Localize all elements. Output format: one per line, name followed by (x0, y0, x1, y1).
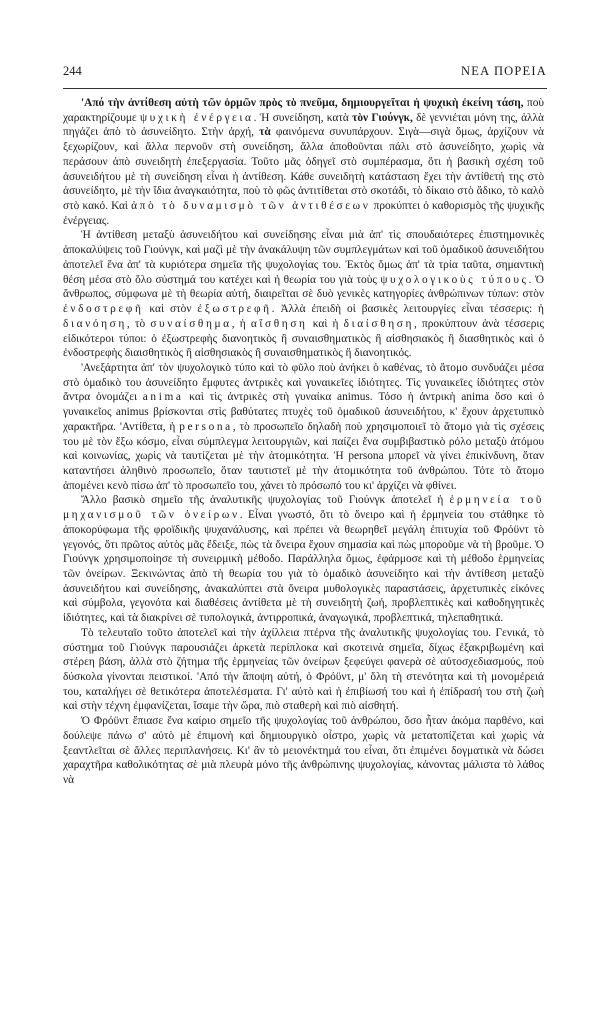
text-run: καὶ ἡ (307, 317, 344, 330)
spaced-emphasis-text: ψυχικὴ ἐνέργεια (139, 111, 254, 124)
spaced-emphasis-text: ψυχολογικοὺς τύπους (380, 273, 529, 286)
text-run: φαινόμενα συνυπάρχουν. Σιγὰ—σιγὰ ὅμως, ἀρχίζουν νὰ ξεχωρίζουν, καὶ ἄλλα περνοῦν στὴ συνείδηση, ἄλλα ἀποθοῦνται πάλι στὸ ἀσυνείδητο, χωρὶς νὰ περάσουν ἀπὸ συνειδητὴ ἐπεξεργασία. Τοῦτο μᾶς ὁδηγεῖ στὸ συμπέρασμα, ὅτι ἡ βασικὴ σχέση τοῦ ἀσυνειδήτου μὲ τὴ συνείδηση εἶναι ἡ ἀντίθεση. Κάθε συνειδητὴ κατάσταση ἔχει τὴν ἀντίθετή της στὸ ἀσυνείδητο, μὲ τὴν ἴδια ἀναγκαιότητα, ποὺ τὸ φῶς ἀντιτίθεται στὸ σκοτάδι, τὸ δίκαιο στὸ ἄδικο, τὸ καλὸ στὸ κακό. Καὶ (63, 126, 544, 213)
article-body (63, 96, 544, 788)
spaced-emphasis-text: αἴσθηση (250, 317, 308, 330)
text-run: . Εἶναι γνωστό, ὅτι τὸ ὄνειρο καὶ ἡ ἑρμηνεία του στάθηκε τὸ ἀποκορύφωμα τῆς φροϊδικῆς ψυχανάλυσης, καὶ πρέπει νὰ θεωρηθεῖ μεγάλη ἐπιτυχία τοῦ Φρόϋντ τὸ γεγονός, ὅτι πρῶτος αὐτὸς μᾶς ἔδειξε, πὼς τὰ ὄνειρα ἔχουν σημασία καὶ πὼς μποροῦμε νὰ τὴ βροῦμε. Ὁ Γιούνγκ χρησιμοποίησε τὴ συνειρμικὴ μέθοδο. Παράλληλα ὅμως, ἐφάρμοσε καὶ τὴ μέθοδο ἑρμηνείας τῶν ὀνείρων. Ξεκινώντας ἀπὸ τὴ θεωρία του γιὰ τὸ ὁμαδικὸ ἀσυνείδητο καὶ τὴν ἀντίθεση μεταξὺ ἀσυνειδήτου καὶ συνείδησης, ἀνακαλύπτει στὰ ὄνειρα μυθολογικὲς παραστάσεις, ἀρχετυπικὲς εἰκόνες καὶ σύμβολα, γεγονότα καὶ διαθέσεις ἀντίθετα μὲ τὴ συνειδητὴ ζωή, προβλεπτικὲς καὶ καθοδηγητικὲς ἰδιότητες, καὶ τὰ διακρίνει σὲ τυπολογικά, ἀντιρροπικά, ἀναγωγικά, προβλεπτικά, τηλεπαθητικά. (63, 509, 544, 625)
spaced-emphasis-text: persona (179, 420, 233, 433)
text-run: , τὸ προσωπεῖο δηλαδὴ ποὺ χρησιμοποιεῖ τὸ ἄτομο γιὰ τὶς σχέσεις του μὲ τὸν ἔξω κόσμο, εἶναι σύμπλεγμα λειτουργιῶν, καὶ παίζει ἕνα συμβιβαστικὸ ρόλο μεταξὺ ἀτόμου καὶ κοινωνίας, χωρὶς νὰ ταυτίζεται μὲ τὴν ἀτομικότητα. Ἡ persona μπορεῖ νὰ γίνει ἐπικίνδυνη, ὅταν καταντήσει ἀληθινὸ προσωπεῖο, ὅταν ταυτιστεῖ μὲ τὴν ἀτομικότητα τοῦ ἀνθρώπου. Τότε τὸ ἄτομο ἀπομένει κενὸ πίσω ἀπ' τὸ προσωπεῖο του, χάνει τὸ πρόσωπό του κι' ἀρχίζει νὰ φθίνει. (63, 420, 545, 492)
running-head (63, 64, 547, 84)
spaced-emphasis-text: ἀπὸ τὸ δυναμισμὸ τῶν ἀντιθέσεων (131, 200, 371, 213)
text-run: , τὸ (126, 317, 151, 330)
text-run: καὶ τὶς ἀντρικὲς στὴ γυναίκα animus. Τόσο ἡ ἀντρικὴ anima ὅσο καὶ ὁ γυναικεῖος animus βρίσκονται στὶς βαθύτατες πτυχὲς τοῦ ὁμαδικοῦ ἀσυνειδήτου, κ' ἔχουν ἀρχετυπικὸ χαρακτῆρα. 'Αντίθετα, ἡ (63, 391, 544, 433)
text-run: 'Ανεξάρτητα ἀπ' τὸν ψυχολογικὸ τύπο καὶ τὸ φῦλο ποὺ ἀνήκει ὁ καθένας, τὸ ἄτομο συνδυάζει μέσα στὸ ὁμαδικὸ του ἀσυνείδητο ἔμφυτες ἀντρικὲς καὶ γυναικεῖες ἰδιότητες. Τὶς γυναικεῖες ἰδιότητες στὸν ἄντρα ὀνομάζει (63, 361, 544, 404)
text-run: . Ἡ συνείδηση, κατὰ (253, 111, 353, 124)
spaced-emphasis-text: διανόηση (63, 317, 127, 330)
journal-title: ΝΕΑ ΠΟΡΕΙΑ (461, 64, 547, 78)
page-number: 244 (63, 64, 82, 78)
text-run: καὶ στὸν (143, 303, 198, 316)
spaced-emphasis-text: ἐξωστρεφῆ (197, 303, 272, 316)
text-run: , προκύπτουν ἀνὰ τέσσερις εἰδικότεροι τύποι: ὁ ἐξωστρεφὴς διανοητικὸς ἢ συναισθηματικὸς ἢ αἰσθησιακὸς ἢ διασθητικὸς καὶ ὁ ἐνδοστρεφὴς διαισθητικὸς ἢ αἰσθησιακὸς ἢ συναισθηματικὸς ἢ διανοητικός. (63, 317, 544, 360)
bold-text: τὸν Γιούνγκ, (352, 111, 413, 124)
text-run: ποὺ χαρακτηρίζουμε (63, 97, 544, 124)
text-run: Ἄλλο βασικὸ σημεῖο τῆς ἀναλυτικῆς ψυχολογίας τοῦ Γιούνγκ ἀποτελεῖ ἡ (81, 494, 450, 507)
paragraph (63, 493, 544, 625)
paragraph (63, 626, 544, 714)
paragraph (63, 228, 544, 360)
text-run: δὲ γεννιέται μόνη της, ἀλλὰ πηγάζει ἀπὸ τὸ ἀσυνείδητο. Στὴν ἀρχή, (63, 111, 544, 139)
spaced-emphasis-text: anima (142, 391, 184, 404)
text-run: Τὸ τελευταῖο τοῦτο ἀποτελεῖ καὶ τὴν ἀχίλλεια πτέρνα τῆς ἀναλυτικῆς ψυχολογίας του. Γενικά, τὸ σύστημα τοῦ Γιούνγκ παρουσιάζει ἀρκετὰ περίπλοκα καὶ σκοτεινὰ σημεῖα, δίχως ἐξακριβωμένη καὶ στέρεη βάση, ἀλλὰ στὸ ζήτημα τῆς ἑρμηνείας τῶν ὀνείρων ξεφεύγει φανερὰ σὲ αὐτοσχεδιασμούς, ποὺ δύσκολα γίνονται πειστικοί. 'Από τὴν ἄποψη αὐτή, ὁ Φρόϋντ, μ' ὅλη τὴ στενότητα καὶ τὴ μονομέρειά του, καταλήγει σὲ θετικότερα ἀποτελέσματα. Γι' αὐτὸ καὶ ἡ ἐπιβίωσή του καὶ ἡ ἐπίδρασή του στὴ ζωὴ καὶ στὴν τέχνη ἐμφανίζεται, ἴσαμε τὴν ὥρα, πιὸ σταθερὴ καὶ πιὸ αἰσθητή. (63, 626, 544, 713)
spaced-emphasis-text: ἑρμηνεία τοῦ μηχανισμοῦ τῶν ὀνείρων (63, 494, 544, 522)
spaced-emphasis-text: διαίσθηση (343, 317, 414, 330)
paragraph (63, 96, 544, 228)
spaced-emphasis-text: ἐνδοστρεφῆ (63, 303, 144, 316)
bold-text: 'Από τὴν ἀντίθεση αὐτὴ τῶν ὁρμῶν πρὸς τὸ πνεῦμα, δημιουργεῖται ἡ ψυχικὴ ἐκείνη τάση, (81, 97, 524, 109)
header-rule (63, 88, 547, 89)
text-run: Ὁ Φρόϋντ ἔπιασε ἕνα καίριο σημεῖο τῆς ψυχολογίας τοῦ ἀνθρώπου, ὅσο ἦταν ἀκόμα παρθένο, καὶ δούλεψε πάνω σ' αὐτὸ μὲ ἐπιμονὴ καὶ δημιουργικὸ οἶστρο, χωρὶς νὰ μετατοπίζεται καὶ χωρὶς νὰ ξεαντλεῖται σὲ ἄλλες περιπλανήσεις. Κι' ἂν τὸ μειονέκτημά του εἶναι, ὅτι ἐπιμένει δογματικὰ νὰ δώσει χαραχτῆρα καθολικότητας σὲ μιὰ πλευρὰ μόνο τῆς ἀνθρώπινης ψυχολογίας, κάνοντας μάλιστα τὸ λάθος νὰ (63, 715, 544, 787)
text-run: , ἡ (231, 317, 251, 330)
paragraph (63, 714, 544, 788)
text-run: Ἡ ἀντίθεση μεταξὺ ἀσυνειδήτου καὶ συνείδησης εἶναι μιὰ ἀπ' τὶς σπουδαιότερες ἐπιστημονικὲς ἀποκαλύψεις τοῦ Γιούνγκ, καὶ μαζὶ μὲ τὴν ἀνακάλυψη τῶν συμπλεγμάτων καὶ τοῦ ὁμαδικοῦ ἀσυνειδήτου ἀποτελεῖ ἕνα ἀπ' τὰ κυριότερα σημεῖα τῆς ψυχολογίας του. Ἐκτὸς ὅμως ἀπ' τὰ τρία ταῦτα, σημαντικὴ θέση μέσα στὸ ὅλο σύστημά του κατέχει καὶ ἡ θεωρία του γιὰ τοὺς (63, 229, 544, 286)
spaced-emphasis-text: συναίσθημα (150, 317, 232, 330)
bold-text: τὰ (259, 126, 271, 139)
paragraph (63, 361, 544, 493)
text-run: . Ἀλλὰ ἐπειδὴ οἱ βασικὲς λειτουργίες εἶναι τέσσερις: ἡ (271, 303, 544, 316)
text-run: προκύπτει ὁ καθορισμὸς τῆς ψυχικῆς ἐνέργειας. (63, 200, 545, 227)
text-run: . Ὁ ἄνθρωπος, σύμφωνα μὲ τὴ θεωρία αὐτή, διαιρεῖται σὲ δυὸ γενικὲς κατηγορίες ἀνθρώπινων τύπων: στὸν (63, 273, 545, 301)
